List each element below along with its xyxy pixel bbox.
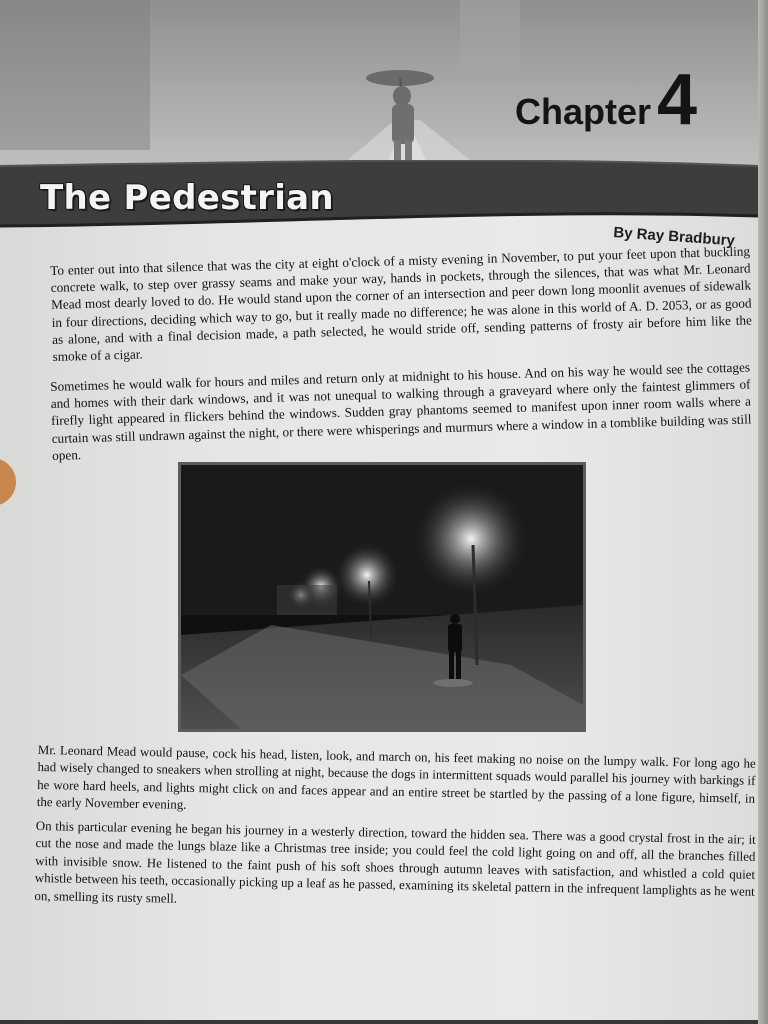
story-title: The Pedestrian xyxy=(40,178,334,218)
paragraph-4: On this particular evening he began his journey in a westerly direction, toward the hidden sea. There was a good crystal frost in the air; it cut the nose and made the lungs blaze like a Christmas tree inside; you could feel the cold light going on and off, all the branches filled with invisible snow. He listened to the faint push of his soft shoes through autumn leaves with satisfaction, and whistled a cold quiet whistle between his teeth, occasionally picking up a leaf as he passed, examining its skeletal pattern in the infrequent lamplights as he went on, smelling its rusty smell. xyxy=(34,818,756,906)
chapter-number: 4 xyxy=(657,60,698,140)
chapter-heading xyxy=(515,60,698,140)
night-street-image xyxy=(181,465,583,729)
night-street-photo xyxy=(178,462,586,732)
page-edge xyxy=(758,0,768,1024)
chapter-label: Chapter xyxy=(515,91,652,132)
byline: By Ray Bradbury xyxy=(612,224,736,250)
paragraph-3: Mr. Leonard Mead would pause, cock his head, listen, look, and march on, his feet making no noise on the lumpy walk. For long ago he had wisely changed to sneakers when strolling at night, because the dogs in intermittent squads would parallel his journey with barkings if he wore hard heels, and lights might click on and faces appear and an entire street be startled by the passing of a lone figure, himself, in the early November evening. xyxy=(36,742,756,813)
paragraph-2: Sometimes he would walk for hours and miles and return only at midnight to his house. And on his way he would see the cottages and homes with their dark windows, and it was not unequal to walking through a graveyard where only the faintest glimmers of firefly light appeared in flickers behind the windows. Sudden gray phantoms seemed to manifest upon inner room walls where a curtain was still undrawn against the night, or there were whisperings and murmurs where a window in a tomblike building was still open. xyxy=(50,359,752,463)
paragraph-1: To enter out into that silence that was the city at eight o'clock of a misty evening in November, to put your feet upon that buckling concrete walk, to step over grassy seams and make your way, hands in pockets, through the silences, that was what Mr. Leonard Mead most dearly loved to do. He would stand upon the corner of an intersection and peer down long moonlit avenues of sidewalk in four directions, deciding which way to go, but it really made no difference; he was alone in this world of A. D. 2053, or as good as alone, and with a final decision made, a path selected, he would stride off, sending patterns of frosty air before him like the smoke of a cigar. xyxy=(50,243,753,364)
